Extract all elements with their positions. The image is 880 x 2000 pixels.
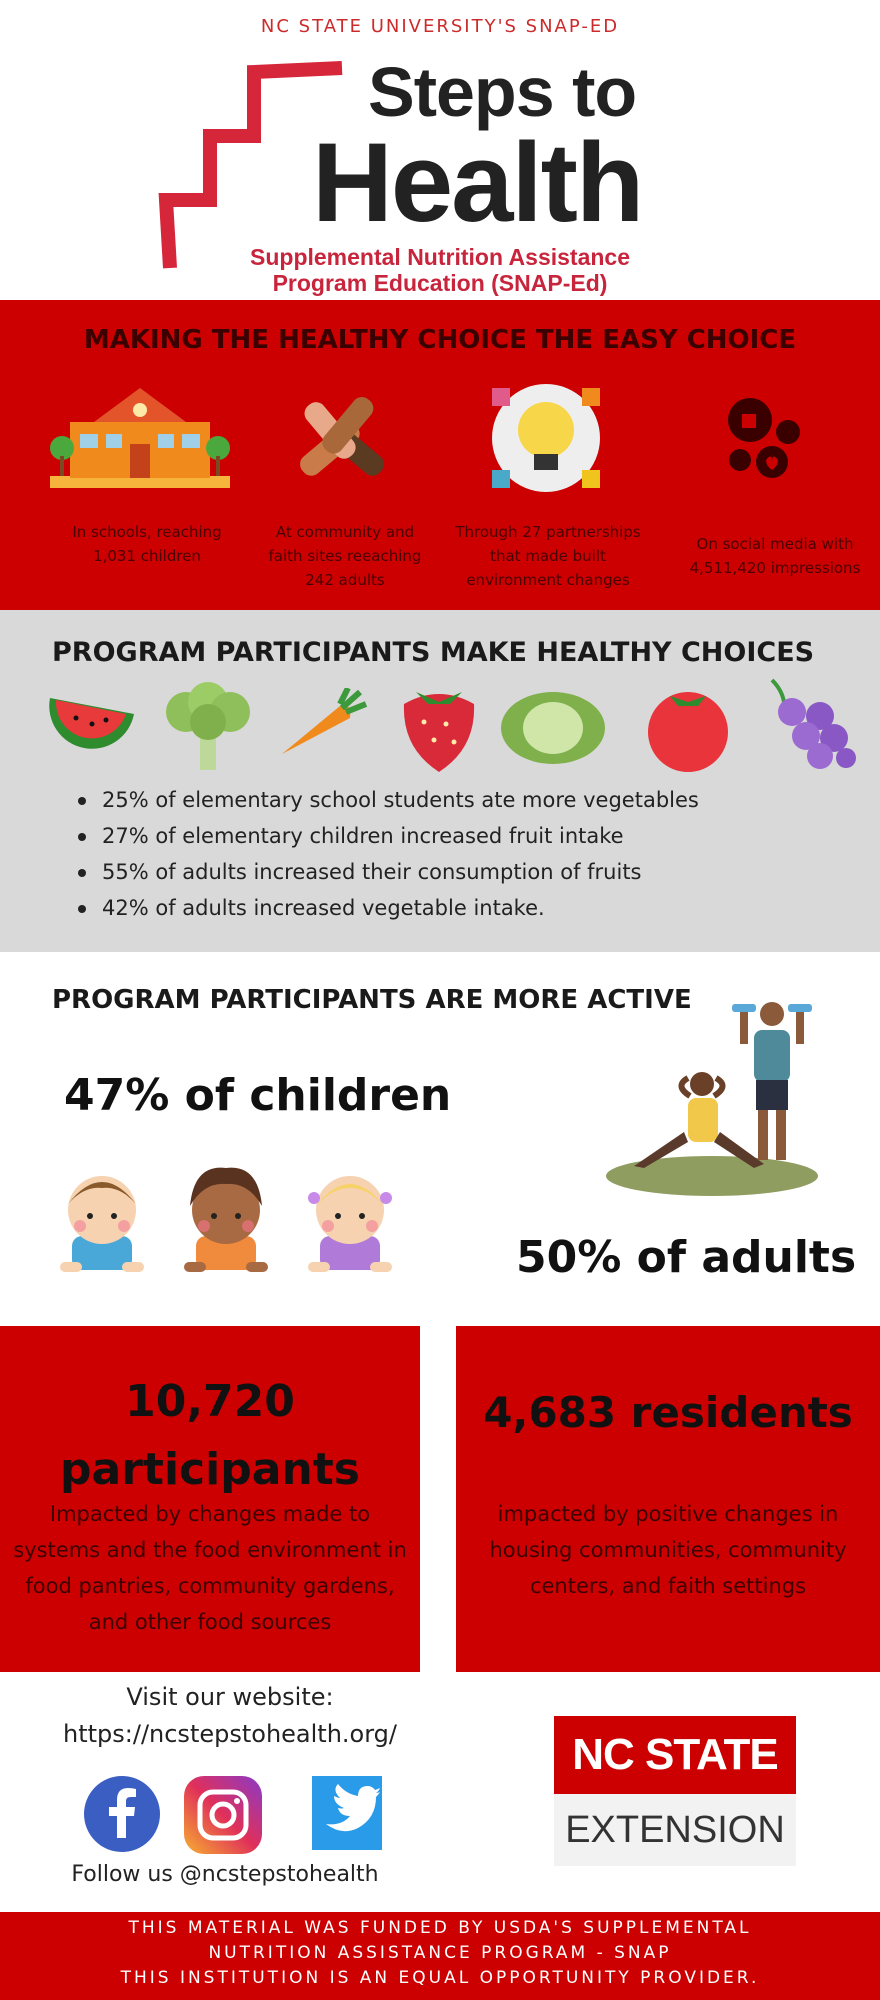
reach-caption-line: faith sites reeaching xyxy=(268,547,422,565)
funding-line-2: NUTRITION ASSISTANCE PROGRAM - SNAP xyxy=(208,1943,672,1963)
broccoli-icon xyxy=(162,680,254,772)
reach-caption-line: environment changes xyxy=(466,571,630,589)
reach-caption-community xyxy=(260,520,430,592)
subtitle-line-1: Supplemental Nutrition Assistance xyxy=(250,244,630,270)
healthy-choices-list xyxy=(78,782,699,926)
title-health: Health xyxy=(312,120,643,245)
cabbage-icon xyxy=(498,684,608,768)
ncstate-logo-top: NC STATE xyxy=(554,1716,796,1794)
grapes-icon xyxy=(762,676,858,772)
program-subtitle xyxy=(200,244,680,296)
children-exercising-icon xyxy=(54,1158,414,1290)
joined-hands-icon xyxy=(282,380,402,498)
lightbulb-partners-icon xyxy=(488,380,604,496)
list-item: 25% of elementary school students ate more vegetables xyxy=(78,782,699,818)
funding-line-1: THIS MATERIAL WAS FUNDED BY USDA'S SUPPLEMENTAL xyxy=(128,1918,752,1938)
website-link[interactable]: https://ncstepstohealth.org/ xyxy=(63,1720,397,1748)
adults-active-stat: 50% of adults xyxy=(516,1232,857,1283)
participants-description: Impacted by changes made to systems and the food environment in food pantries, community gardens, and other food sources xyxy=(13,1502,407,1634)
subtitle-line-2: Program Education (SNAP-Ed) xyxy=(272,270,608,296)
residents-description: impacted by positive changes in housing communities, community centers, and faith settings xyxy=(489,1502,847,1598)
strawberry-icon xyxy=(396,678,482,774)
active-heading: PROGRAM PARTICIPANTS ARE MORE ACTIVE xyxy=(52,985,692,1015)
adults-exercising-icon xyxy=(604,992,830,1202)
reach-heading: MAKING THE HEALTHY CHOICE THE EASY CHOICE xyxy=(83,325,797,355)
reach-caption-line: that made built xyxy=(490,547,606,565)
participants-word: participants xyxy=(60,1444,360,1495)
children-active-stat: 47% of children xyxy=(64,1070,452,1121)
reach-caption-line: In schools, reaching xyxy=(72,523,222,541)
visit-website-label: Visit our website: xyxy=(126,1683,334,1711)
participants-number: 10,720 xyxy=(125,1376,295,1427)
school-icon xyxy=(50,382,230,494)
participants-count xyxy=(0,1368,420,1504)
reach-caption-line: 1,031 children xyxy=(93,547,201,565)
tomato-icon xyxy=(640,682,736,772)
list-item: 55% of adults increased their consumption of fruits xyxy=(78,854,699,890)
reach-caption-line: Through 27 partnerships xyxy=(455,523,641,541)
reach-caption-line: 4,511,420 impressions xyxy=(689,559,861,577)
instagram-icon[interactable] xyxy=(184,1776,262,1854)
title-steps-to: Steps to xyxy=(368,53,637,131)
equal-opportunity-line: THIS INSTITUTION IS AN EQUAL OPPORTUNITY PROVIDER. xyxy=(120,1968,760,1988)
ncstate-logo-extension: EXTENSION xyxy=(554,1794,796,1866)
social-media-icon xyxy=(722,398,804,480)
social-handle: Follow us @ncstepstohealth xyxy=(71,1862,379,1887)
facebook-icon[interactable] xyxy=(84,1776,160,1852)
twitter-icon[interactable] xyxy=(312,1776,382,1850)
reach-caption-line: At community and xyxy=(275,523,415,541)
organization-label: NC STATE UNIVERSITY'S SNAP-ED xyxy=(260,16,620,37)
reach-caption-social xyxy=(680,532,870,580)
healthy-choices-heading: PROGRAM PARTICIPANTS MAKE HEALTHY CHOICES xyxy=(52,637,815,668)
watermelon-icon xyxy=(46,690,138,760)
reach-caption-schools xyxy=(62,520,232,568)
carrot-icon xyxy=(276,688,368,762)
reach-caption-line: 242 adults xyxy=(305,571,385,589)
list-item: 42% of adults increased vegetable intake. xyxy=(78,890,699,926)
reach-caption-partnerships xyxy=(448,520,648,592)
reach-caption-line: On social media with xyxy=(696,535,854,553)
residents-count: 4,683 residents xyxy=(483,1388,853,1437)
list-item: 27% of elementary children increased fruit intake xyxy=(78,818,699,854)
